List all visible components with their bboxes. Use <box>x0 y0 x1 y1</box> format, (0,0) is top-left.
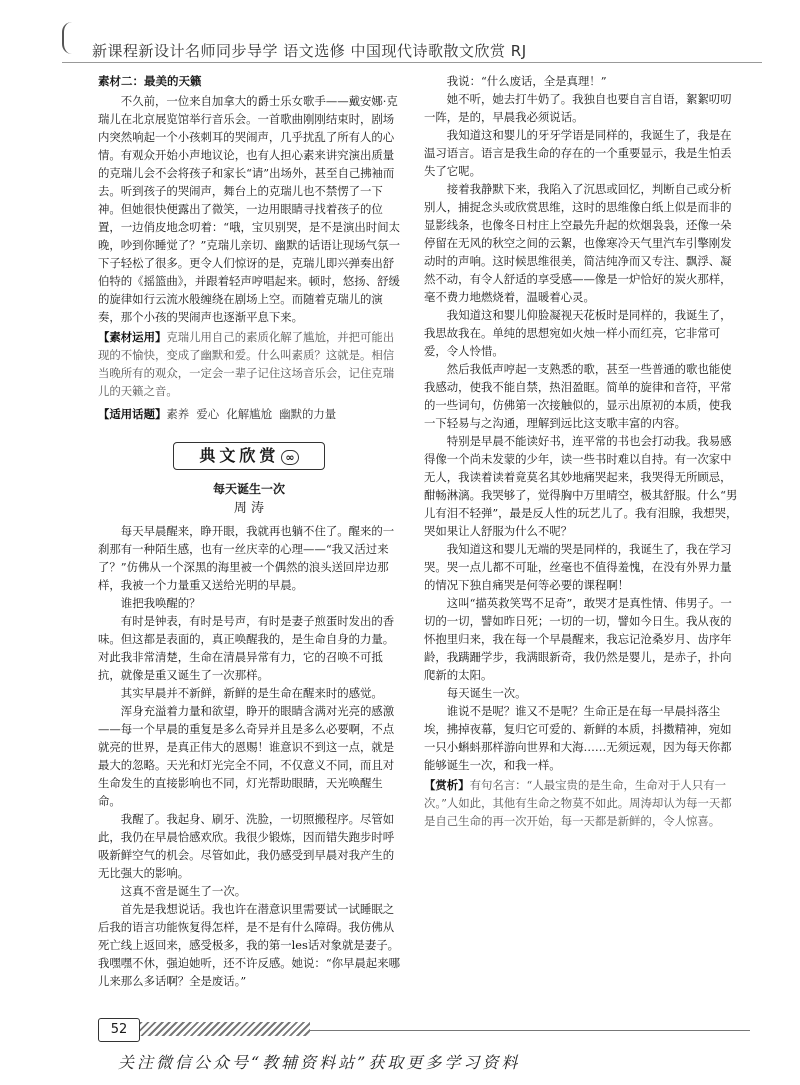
header-title: 新课程新设计名师同步导学 语文选修 中国现代诗歌散文欣赏 RJ <box>92 42 527 60</box>
essay-paragraph: 这真不啻是诞生了一次。 <box>120 884 247 898</box>
essay-paragraph: 有时是钟表，有时是号声，有时是妻子煎蛋时发出的香味。但这都是表面的，真正唤醒我的，是生命自身的力量。对此我非常清楚，生命在清晨异常有力，它的召唤不可抵抗，就像是重又诞生了一次那样。 <box>98 614 395 682</box>
material-paragraph: 不久前，一位来自加拿大的爵士乐女歌手——戴安娜·克瑞儿在北京展览馆举行音乐会。一首歌曲刚刚结束时，剧场内突然响起一个小孩刺耳的哭闹声，几乎扰乱了所有人的心情。有观众开始小声地议论，也有人担心素来讲究演出质量的克瑞儿会不会将孩子和家长“请”出场外，甚至自己拂袖而去。听到孩子的哭闹声，舞台上的克瑞儿也不禁愣了一下神。但她很快便露出了微笑，一边用眼睛寻找着孩子的位置，一边俏皮地念叨着：“哦，宝贝别哭，是不是演出时间太晚，吵到你睡觉了？”克瑞儿亲切、幽默的话语让现场气氛一下子轻松了很多。更令人们惊讶的是，克瑞儿即兴弹奏出舒伯特的《摇篮曲》，并跟着轻声哼唱起来。顿时，悠扬、舒缓的旋律如行云流水般缠绕在剧场上空。而随着克瑞儿的演奏，那个小孩的哭闹声也逐渐平息下来。 <box>98 94 400 324</box>
essay-paragraph: 谁说不是呢？谁又不是呢？生命正是在每一早晨抖落尘埃，拂掉夜幕，复归它可爱的、新鲜的本质，抖擞精神，宛如一只小蝌蚪那样游向世界和大海……无须远观，因为每天你都能够诞生一次，和我一样。 <box>424 704 732 772</box>
content-columns <box>98 72 738 992</box>
essay-paragraph: 每天诞生一次。 <box>446 686 527 700</box>
essay-author: 周 涛 <box>233 501 265 516</box>
topics-label: 【适用话题】 <box>98 407 167 421</box>
footer-note: 关注微信公众号“教辅资料站”获取更多学习资料 <box>118 1053 521 1072</box>
essay-paragraph: 首先是我想说话。我也许在潜意识里需要试一试睡眠之后我的语言功能恢复得怎样，是不是有什么障碍。我仿佛从死亡线上返回来，感受极多，我的第一les话对象就是妻子。我嘿嘿不休，强迫她听，还不许反感。她说：“你早晨起来哪儿来那么多话啊？全是废话。” <box>98 902 400 988</box>
material-heading: 素材二：最美的天籁 <box>98 74 202 88</box>
essay-paragraph: 其实早晨并不新鲜，新鲜的是生命在醒来时的感觉。 <box>120 686 383 700</box>
banner-deco-icon: ∞ <box>281 450 298 465</box>
essay-appraise <box>424 776 738 830</box>
essay-paragraph: 我知道这和婴儿无端的哭是同样的，我诞生了，我在学习哭。哭一点儿都不可耻，丝毫也不值得羞愧，在没有外界力量的情况下独自痛哭是何等必要的课程啊！ <box>424 542 732 592</box>
essay-paragraph: 我知道这和婴儿的牙牙学语是同样的，我诞生了，我是在温习语言。语言是我生命的存在的一个重要显示，我是生怕丢失了它呢。 <box>424 128 732 178</box>
footer-rule <box>310 1030 750 1031</box>
footer-hatch-decoration <box>140 1022 310 1036</box>
essay-paragraph: 她不听，她去打牛奶了。我独自也要自言自语，絮絮叨叨一阵，是的，早晨我必须说话。 <box>424 92 732 124</box>
essay-paragraph: 接着我静默下来，我陷入了沉思或回忆，判断自己或分析别人，捕捉念头或欣赏思维，这时的思维像白纸上似是而非的显影线条，也像冬日村庄上空最先升起的炊烟袅袅，还像一朵停留在无风的秋空之间的云絮，也像寒冷天气里汽车引擎刚发动时的声响。这时候思维很美，简洁纯净而又专注、飘浮、凝然不动，有令人舒适的享受感——像是一炉恰好的炭火那样，毫不费力地燃烧着，温暖着心灵。 <box>424 182 732 304</box>
essay-paragraph: 我说：“什么废话，全是真理！” <box>446 74 607 88</box>
appraise-text: 有句名言：“人最宝贵的是生命，生命对于人只有一次。”人如此，其他有生命之物莫不如此。周涛却认为每一天都是自己生命的再一次开始，每一天都是新鲜的，令人惊喜。 <box>424 778 732 828</box>
essay-title: 每天诞生一次 <box>212 482 285 496</box>
essay-paragraph: 我醒了。我起身、刷牙、洗脸，一切照搬程序。尽管如此，我仍在早晨恰感欢欣。我很少锻炼，因而错失跑步时呼吸新鲜空气的机会。尽管如此，我仍感受到早晨对我产生的无比强大的影响。 <box>98 812 395 880</box>
header-bracket-icon <box>62 22 74 54</box>
section-banner <box>173 442 325 470</box>
page-header <box>62 22 762 63</box>
essay-paragraph: 这叫“描英救笑骂不足奇”，敢哭才是真性情、伟男子。一切的一切，譬如昨日死；一切的一切，譬如今日生。我从夜的怀抱里归来，我在每一个早晨醒来，我忘记沧桑岁月、齿序年龄，我蹒跚学步，我满眼新奇，我仍然是婴儿，是赤子，扑向爬新的太阳。 <box>424 596 732 682</box>
banner-text: 典文欣赏 <box>199 446 280 465</box>
material-use-label: 【素材运用】 <box>98 330 167 344</box>
essay-paragraph: 谁把我唤醒的？ <box>120 596 201 610</box>
essay-paragraph: 然后我低声哼起一支熟悉的歌，甚至一些普通的歌也能使我感动，使我不能自禁，热泪盈眶。简单的旋律和音符，平常的一些词句，仿佛第一次接触似的，显示出原初的本质，使我一下轻易与之沟通，理解到远比这支歌丰富的内容。 <box>424 362 732 430</box>
appraise-label: 【赏析】 <box>424 778 470 792</box>
topics-items: 素养 爱心 化解尴尬 幽默的力量 <box>166 407 337 421</box>
essay-paragraph: 我知道这和婴儿仰脸凝视天花板时是同样的，我诞生了，我思故我在。单纯的思想宛如火烛一样小而红亮，它非常可爱，令人怜惜。 <box>424 308 732 358</box>
essay-paragraph: 每天早晨醒来，睁开眼，我就再也躺不住了。醒来的一刹那有一种陌生感，也有一丝庆幸的心理——“我又活过来了？”仿佛从一个深黑的海里被一个偶然的浪头送回岸边那样，我被一个力量重又送给光明的早晨。 <box>98 524 395 592</box>
right-column <box>424 72 738 830</box>
left-column <box>98 72 400 990</box>
material-use-text: 克瑞儿用自己的素质化解了尴尬，并把可能出现的不愉快，变成了幽默和爱。什么叫素质？这就是。相信当晚所有的观众，一定会一辈子记住这场音乐会，记住克瑞儿的天籁之音。 <box>98 330 395 398</box>
material-use <box>98 328 400 400</box>
essay-paragraph: 浑身充溢着力量和欲望，睁开的眼睛含满对光亮的感激——每一个早晨的重复是多么奇异并且是多么必要啊，不点就亮的世界，是真正伟大的恩赐！谁意识不到这一点，就是最大的忽略。天光和灯光完全不同，不仅意义不同，而且对生命发生的直接影响也不同，灯光帮助眼睛，天光唤醒生命。 <box>98 704 395 808</box>
essay-paragraph: 特别是早晨不能读好书，连平常的书也会打动我。我易感得像一个尚未发蒙的少年，读一些书时难以自持。有一次家中无人，我读着读着竟莫名其妙地痛哭起来，我哭得无所顾忌，酣畅淋漓。我哭够了，觉得胸中万里晴空，极其舒服。什么“男儿有泪不轻弹”，最是反人性的玩艺儿了。我有泪腺，我想哭，哭如果让人舒服为什么不呢？ <box>424 434 738 538</box>
material-topics <box>98 404 400 424</box>
page-number: 52 <box>98 1018 140 1042</box>
